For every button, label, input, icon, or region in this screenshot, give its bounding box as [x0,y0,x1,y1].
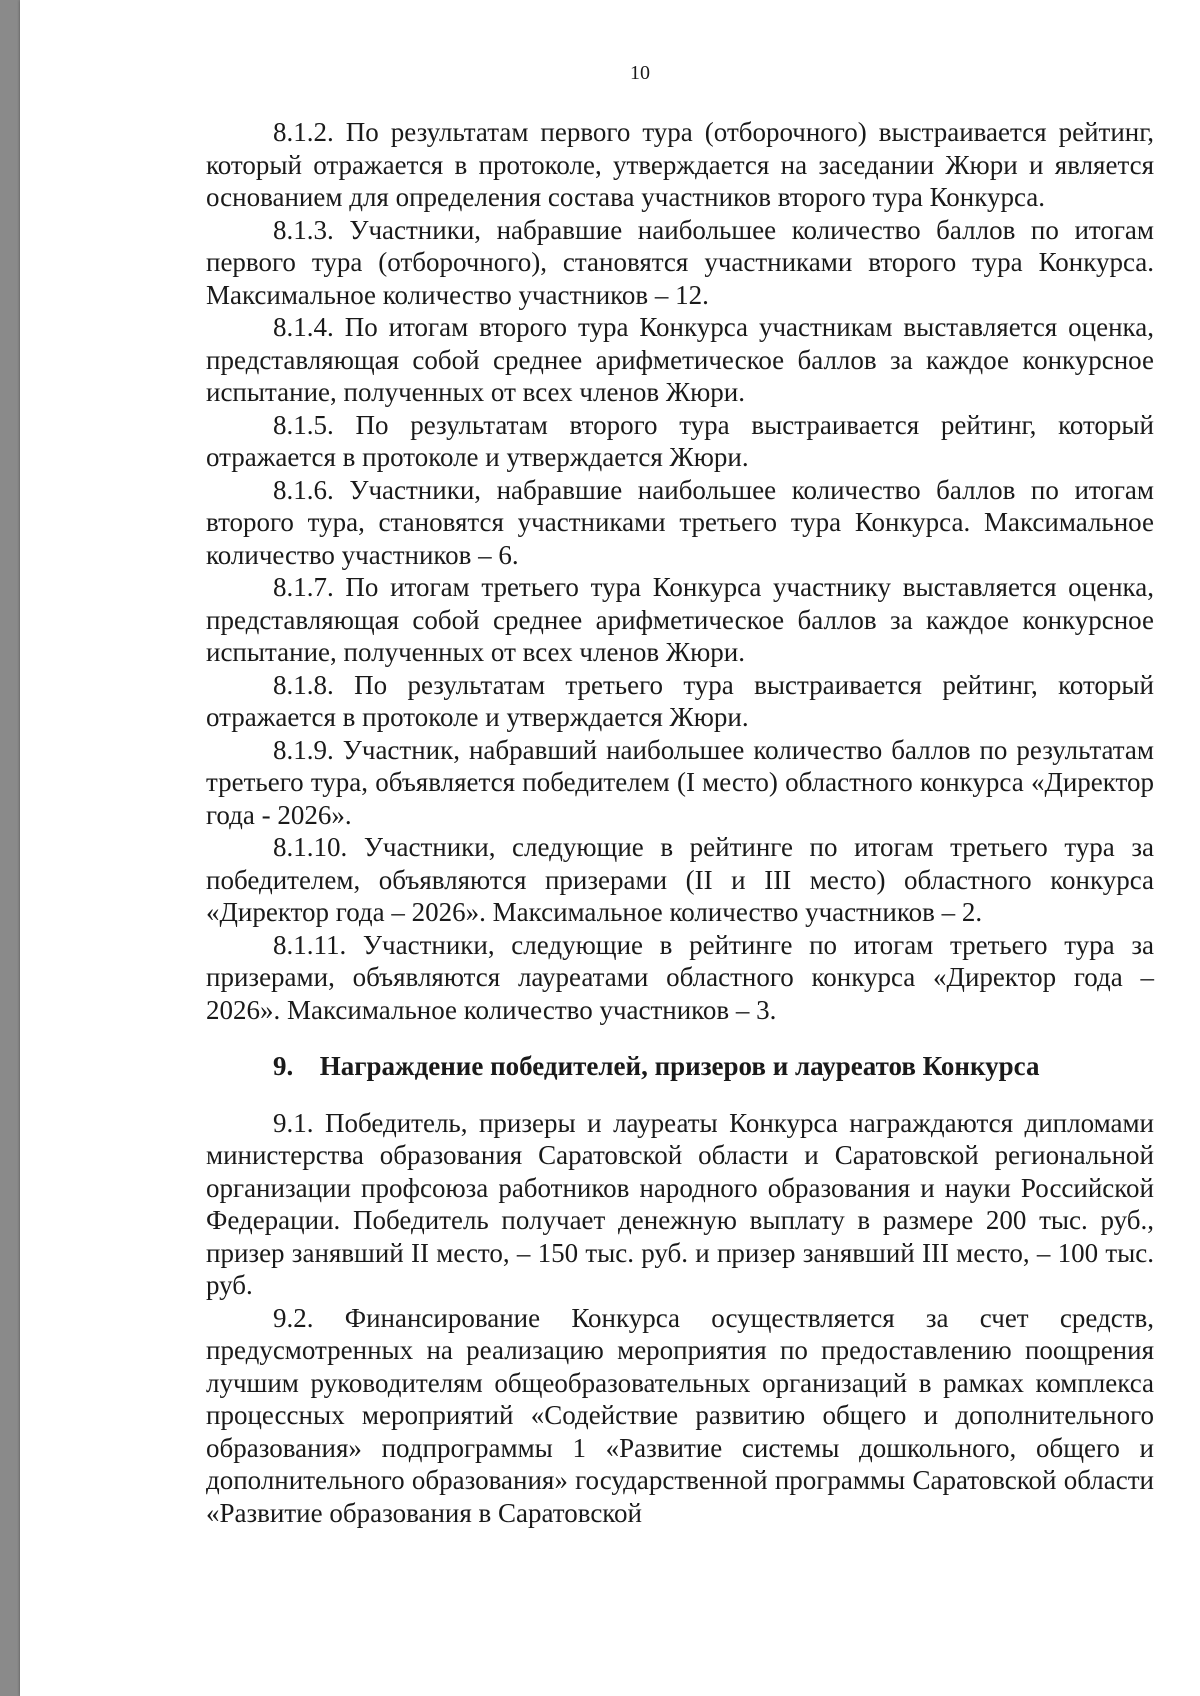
document-body [206,116,1154,1529]
paragraph-9-2: 9.2. Финансирование Конкурса осуществляется за счет средств, предусмотренных на реализацию мероприятия по предоставлению поощрения лучшим руководителям общеобразовательных организаций в рамках комплекса процессных мероприятий «Содействие развитию общего и дополнительного образования» подпрограммы 1 «Развитие системы дошкольного, общего и дополнительного образования» государственной программы Саратовской области «Развитие образования в Саратовской [206,1302,1154,1528]
paragraph-8-1-3: 8.1.3. Участники, набравшие наибольшее количество баллов по итогам первого тура (отборочного), становятся участниками второго тура Конкурса. Максимальное количество участников – 12. [206,214,1154,310]
paragraph-8-1-4: 8.1.4. По итогам второго тура Конкурса участникам выставляется оценка, представляющая собой среднее арифметическое баллов за каждое конкурсное испытание, полученных от всех членов Жюри. [206,312,1154,407]
section-title: Награждение победителей, призеров и лауреатов Конкурса [319,1051,1040,1081]
paragraph-8-1-9: 8.1.9. Участник, набравший наибольшее количество баллов по результатам третьего тура, объявляется победителем (I место) областного конкурса «Директор года - 2026». [206,734,1154,830]
paragraph-8-1-7: 8.1.7. По итогам третьего тура Конкурса участнику выставляется оценка, представляющая собой среднее арифметическое баллов за каждое конкурсное испытание, полученных от всех членов Жюри. [206,572,1154,667]
section-heading [206,1050,1154,1083]
paragraph-8-1-10: 8.1.10. Участники, следующие в рейтинге по итогам третьего тура за победителем, объявляются призерами (II и III место) областного конкурса «Директор года – 2026». Максимальное количество участников – 2. [206,832,1154,927]
section-number: 9. [273,1051,294,1081]
paragraph-8-1-11: 8.1.11. Участники, следующие в рейтинге по итогам третьего тура за призерами, объявляются лауреатами областного конкурса «Директор года – 2026». Максимальное количество участников – 3. [206,929,1154,1025]
paragraph-8-1-8: 8.1.8. По результатам третьего тура выстраивается рейтинг, который отражается в протоколе и утверждается Жюри. [206,669,1154,732]
paragraph-9-1: 9.1. Победитель, призеры и лауреаты Конкурса награждаются дипломами министерства образования Саратовской области и Саратовской региональной организации профсоюза работников народного образования и науки Российской Федерации. Победитель получает денежную выплату в размере 200 тыс. руб., призер занявший II место, – 150 тыс. руб. и призер занявший III место, – 100 тыс. руб. [206,1107,1154,1300]
document-page [20,0,1200,1696]
paragraph-8-1-2: 8.1.2. По результатам первого тура (отборочного) выстраивается рейтинг, который отражается в протоколе, утверждается на заседании Жюри и является основанием для определения состава участников второго тура Конкурса. [206,117,1154,212]
paragraph-8-1-5: 8.1.5. По результатам второго тура выстраивается рейтинг, который отражается в протоколе и утверждается Жюри. [206,409,1154,472]
paragraph-8-1-6: 8.1.6. Участники, набравшие наибольшее количество баллов по итогам второго тура, становятся участниками третьего тура Конкурса. Максимальное количество участников – 6. [206,474,1154,570]
page-number: 10 [630,62,650,84]
